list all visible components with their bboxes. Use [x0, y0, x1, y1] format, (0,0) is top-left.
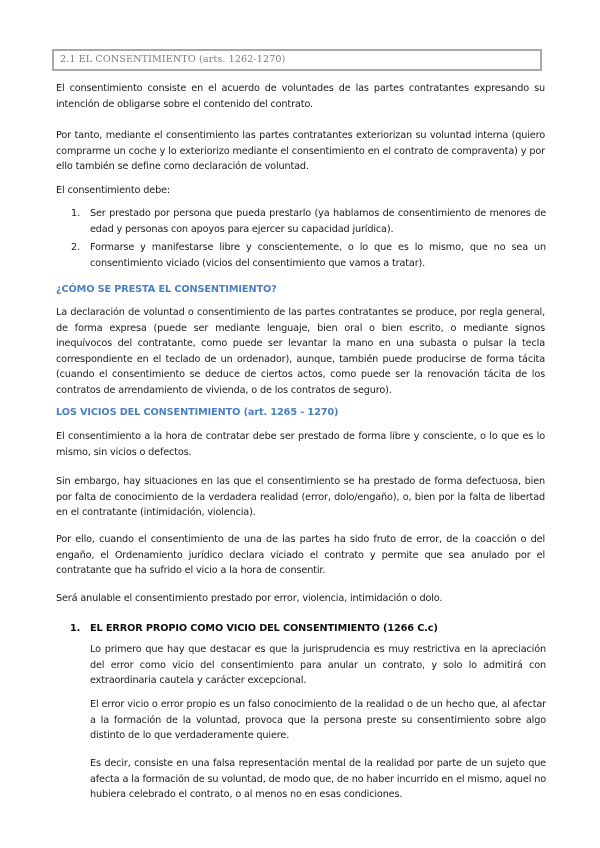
paragraph: Lo primero que hay que destacar es que la jurisprudencia es muy restrictiva en la apreciación del error como vicio del consentimiento para anular un contrato, y solo lo admitirá con extraordinaria cautela y carácter excepcional.	[90, 644, 546, 687]
paragraph: El consentimiento debe:	[56, 185, 170, 196]
paragraph: El error vicio o error propio es un falso conocimiento de la realidad o de un hecho que, al afectar a la formación de la voluntad, provoca que la persona preste su consentimiento sobre algo distinto de lo que verdaderamente quiere.	[90, 699, 546, 742]
list-item: Ser prestado por persona que pueda prestarlo (ya hablamos de consentimiento de menores de edad y personas con apoyos para ejercer su capacidad jurídica).	[90, 208, 546, 235]
list-number: 1.	[71, 208, 81, 219]
paragraph: El consentimiento consiste en el acuerdo de voluntades de las partes contratantes expresando su intención de obligarse sobre el contenido del contrato.	[56, 83, 545, 110]
list-item: Formarse y manifestarse libre y conscientemente, o lo que es lo mismo, que no sea un consentimiento viciado (vicios del consentimiento que vamos a tratar).	[90, 242, 546, 269]
paragraph: La declaración de voluntad o consentimiento de las partes contratantes se produce, por regla general, de forma expresa (puede ser mediante lenguaje, bien oral o bien escrito, o mediante signos inequívocos del contratante, como puede ser levantar la mano en una subasta o pulsar la tecla correspondiente en el teclado de un ordenador), aunque, también puede producirse de forma tácita (cuando el consentimiento se deduce de ciertos actos, como puede ser la renovación tácita de los contratos de arrendamiento de vivienda, o de los contratos de seguro).	[56, 307, 545, 396]
paragraph: Será anulable el consentimiento prestado por error, violencia, intimidación o dolo.	[56, 593, 443, 604]
paragraph: Por tanto, mediante el consentimiento las partes contratantes exteriorizan su voluntad interna (quiero comprarme un coche y lo exteriorizo mediante el consentimiento en el contrato de compraventa) y por ello también se define como declaración de voluntad.	[56, 130, 545, 173]
paragraph: Por ello, cuando el consentimiento de una de las partes ha sido fruto de error, de la coacción o del engaño, el Ordenamiento jurídico declara viciado el contrato y permite que sea anulado por el contratante que ha sufrido el vicio a la hora de consentir.	[56, 534, 545, 577]
subsection-heading: EL ERROR PROPIO COMO VICIO DEL CONSENTIMIENTO (1266 C.c)	[90, 623, 438, 634]
paragraph: Sin embargo, hay situaciones en las que el consentimiento se ha prestado de forma defectuosa, bien por falta de conocimiento de la verdadera realidad (error, dolo/engaño), o, bien por la falta de libertad en el contratante (intimidación, violencia).	[56, 476, 545, 519]
section-heading: ¿CÓMO SE PRESTA EL CONSENTIMIENTO?	[56, 284, 277, 295]
section-header: 2.1 EL CONSENTIMIENTO (arts. 1262-1270)	[60, 54, 286, 65]
paragraph: Es decir, consiste en una falsa representación mental de la realidad por parte de un sujeto que afecta a la formación de su voluntad, de modo que, de no haber incurrido en el mismo, aquel no hubiera celebrado el contrato, o al menos no en esas condiciones.	[90, 758, 546, 801]
list-number: 2.	[71, 242, 81, 253]
section-header-box	[52, 49, 542, 71]
paragraph: El consentimiento a la hora de contratar debe ser prestado de forma libre y consciente, o lo que es lo mismo, sin vicios o defectos.	[56, 431, 545, 458]
subsection-number: 1.	[70, 623, 81, 634]
section-heading: LOS VICIOS DEL CONSENTIMIENTO (art. 1265 - 1270)	[56, 407, 339, 418]
